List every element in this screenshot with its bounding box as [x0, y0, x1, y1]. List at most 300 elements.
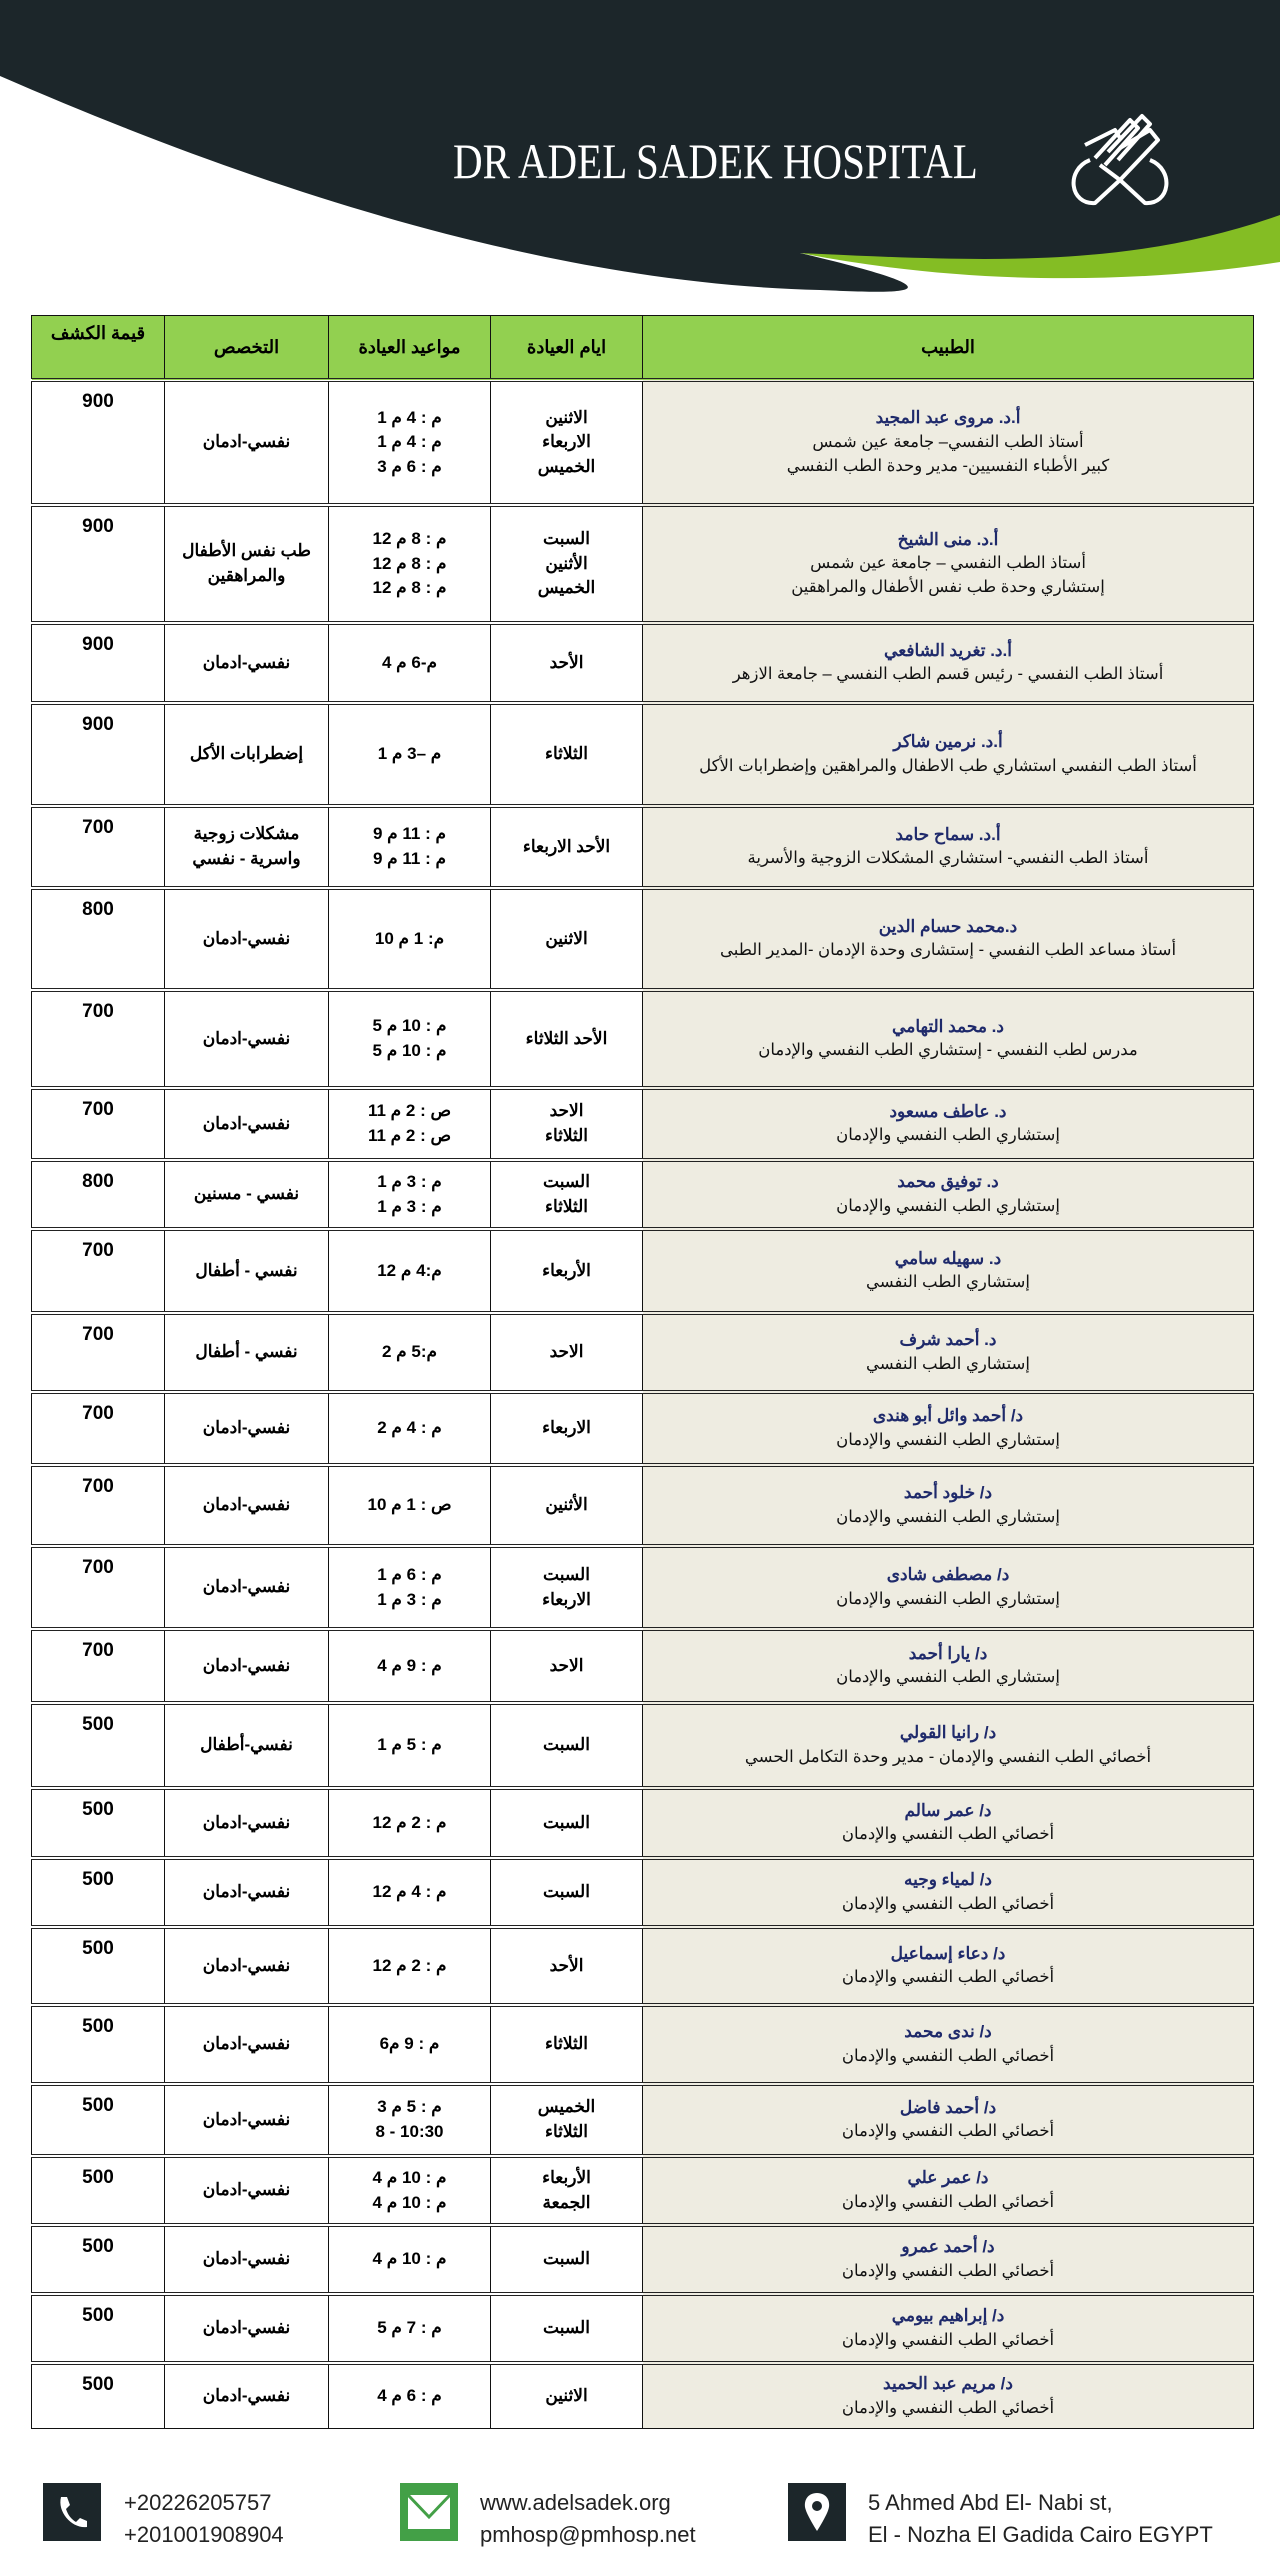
price-value: 700	[82, 1324, 114, 1345]
time-slot: 12 م : 8 م	[372, 578, 447, 598]
doctor-name: د/ مريم عبد الحميد	[883, 2373, 1013, 2393]
specialty-text: نفسي-ادمان	[202, 1028, 291, 1048]
price-value: 700	[82, 1240, 114, 1261]
price-value: 800	[82, 1171, 114, 1192]
time-slot: 11 ص : 2 م	[367, 1101, 452, 1121]
time-slot: 1 م : 5 م	[377, 1735, 442, 1755]
specialty-text: والمراهقين	[207, 566, 286, 585]
table-row	[32, 806, 1254, 888]
days-cell	[491, 623, 643, 703]
times-cell	[329, 1629, 491, 1703]
doctor-name: أ.د. نرمين شاكر	[893, 732, 1003, 752]
times-cell	[329, 2363, 491, 2428]
doctor-title: أخصائي الطب النفسي والإدمان	[841, 1825, 1055, 1844]
doctor-cell	[643, 2294, 1254, 2363]
days-cell	[491, 2363, 643, 2428]
doctor-cell	[643, 703, 1254, 806]
clinic-day: السبت	[543, 529, 590, 549]
times-cell	[329, 1546, 491, 1629]
specialty-text: نفسي-ادمان	[202, 2318, 291, 2338]
clinic-day: السبت	[543, 1735, 590, 1755]
days-cell	[491, 1088, 643, 1160]
specialty-cell	[165, 2084, 329, 2156]
location-pin-icon	[788, 2483, 846, 2541]
time-slot: 12 م : 8 م	[372, 553, 447, 573]
doctor-name: د/ رانيا القولي	[899, 1723, 997, 1743]
doctor-cell	[643, 1160, 1254, 1229]
specialty-cell	[165, 380, 329, 505]
time-slot: 12 م : 2 م	[372, 1812, 447, 1832]
specialty-cell	[165, 1465, 329, 1546]
doctor-name: د/ يارا أحمد	[908, 1643, 988, 1663]
time-slot: 4 م : 9 م	[377, 1655, 442, 1675]
time-slot: 1 م : 4 م	[377, 407, 442, 427]
header-times: مواعيد العيادة	[329, 316, 491, 381]
specialty-cell	[165, 1160, 329, 1229]
clinic-day: الجمعة	[542, 2192, 591, 2212]
price-cell	[32, 1788, 165, 1858]
specialty-text: نفسي-ادمان	[202, 2034, 291, 2054]
time-slot: 1 م : 3 م	[377, 1171, 442, 1191]
clinic-day: الخميس	[537, 2097, 596, 2117]
doctor-cell	[643, 990, 1254, 1088]
doctor-name: د.محمد حسام الدين	[878, 916, 1018, 936]
price-cell	[32, 1703, 165, 1788]
doctor-title: أستاذ الطب النفسي - رئيس قسم الطب النفسي – جامعة الازهر	[732, 665, 1164, 684]
doctor-cell	[643, 806, 1254, 888]
table-row	[32, 2225, 1254, 2294]
phone-icon	[43, 2483, 101, 2541]
price-cell	[32, 2225, 165, 2294]
time-slot: 12 م : 4 م	[372, 1882, 447, 1902]
specialty-text: نفسي-ادمان	[202, 1882, 291, 1902]
days-cell	[491, 2156, 643, 2225]
table-row	[32, 703, 1254, 806]
days-cell	[491, 380, 643, 505]
specialty-cell	[165, 1229, 329, 1313]
doctor-cell	[643, 2156, 1254, 2225]
times-cell	[329, 505, 491, 623]
times-cell	[329, 623, 491, 703]
price-value: 500	[82, 1714, 114, 1735]
time-slot: 3 م : 5 م	[377, 2097, 442, 2117]
doctor-title: أستاذ الطب النفسي– جامعة عين شمس	[812, 432, 1084, 451]
days-cell	[491, 1703, 643, 1788]
specialty-cell	[165, 2363, 329, 2428]
specialty-text: واسرية - نفسي	[192, 849, 301, 868]
price-value: 500	[82, 2095, 114, 2116]
days-cell	[491, 2084, 643, 2156]
clinic-day: الاثنين	[545, 407, 588, 427]
times-cell	[329, 888, 491, 990]
specialty-text: نفسي-ادمان	[202, 2180, 291, 2200]
price-cell	[32, 1546, 165, 1629]
clinic-day: الاربعاء	[542, 1589, 591, 1609]
doctor-title: أخصائي الطب النفسي والإدمان	[841, 2261, 1055, 2280]
header-days: ايام العيادة	[491, 316, 643, 381]
days-cell	[491, 505, 643, 623]
clinic-day: الأثنين	[545, 1495, 588, 1515]
table-row	[32, 1858, 1254, 1927]
table-header-row	[32, 316, 1254, 381]
table-row	[32, 505, 1254, 623]
specialty-text: نفسي-ادمان	[202, 1955, 291, 1975]
table-row	[32, 623, 1254, 703]
time-slot: 1 م : 3 م	[377, 1589, 442, 1609]
doctor-cell	[643, 2084, 1254, 2156]
time-slot: 2 م:5 م	[381, 1342, 438, 1362]
email-link[interactable]: pmhosp@pmhosp.net	[480, 2522, 696, 2547]
time-slot: 12 م:4 م	[377, 1260, 442, 1280]
time-slot: 5 م : 7 م	[377, 2318, 442, 2338]
price-value: 700	[82, 1403, 114, 1424]
days-cell	[491, 1927, 643, 2005]
time-slot: 11 ص : 2 م	[367, 1126, 452, 1145]
doctor-name: د. محمد التهامي	[892, 1016, 1004, 1036]
times-cell	[329, 1313, 491, 1392]
table-row	[32, 1629, 1254, 1703]
times-cell	[329, 806, 491, 888]
price-value: 500	[82, 2305, 114, 2326]
doctor-title: أستاذ الطب النفسي – جامعة عين شمس	[810, 554, 1086, 573]
doctor-cell	[643, 1229, 1254, 1313]
specialty-text: نفسي - أطفال	[195, 1260, 298, 1280]
times-cell	[329, 1392, 491, 1465]
days-cell	[491, 990, 643, 1088]
specialty-cell	[165, 990, 329, 1088]
price-cell	[32, 1229, 165, 1313]
address-line-1: 5 Ahmed Abd El- Nabi st,	[868, 2490, 1113, 2515]
specialty-cell	[165, 2225, 329, 2294]
specialty-text: نفسي-ادمان	[202, 1577, 291, 1597]
doctor-name: د/ إبراهيم بيومي	[891, 2306, 1005, 2326]
price-cell	[32, 1088, 165, 1160]
price-cell	[32, 2363, 165, 2428]
clinic-day: الخميس	[537, 456, 596, 476]
doctor-cell	[643, 1858, 1254, 1927]
clinic-day: الثلاثاء	[544, 2034, 589, 2054]
clinic-day: الاربعاء	[542, 432, 591, 452]
price-value: 700	[82, 1476, 114, 1497]
price-cell	[32, 703, 165, 806]
clinic-day: الاحد	[549, 1342, 584, 1362]
price-value: 700	[82, 1557, 114, 1578]
doctor-name: د/ أحمد عمرو	[901, 2237, 995, 2257]
specialty-text: نفسي-ادمان	[202, 1113, 291, 1133]
clinic-day: السبت	[543, 2249, 590, 2269]
price-cell	[32, 1465, 165, 1546]
doctor-title: إستشاري الطب النفسي والإدمان	[836, 1507, 1060, 1526]
price-cell	[32, 1160, 165, 1229]
doctor-title: أخصائي الطب النفسي والإدمان	[841, 1894, 1055, 1913]
price-value: 500	[82, 1799, 114, 1820]
doctor-name: د/ مصطفى شادى	[886, 1565, 1010, 1585]
days-cell	[491, 1546, 643, 1629]
clinic-day: السبت	[543, 1564, 590, 1584]
time-slot: 4 م : 10 م	[372, 2249, 447, 2269]
table-row	[32, 1392, 1254, 1465]
time-slot: 4 م : 10 م	[372, 2192, 447, 2212]
time-slot: 1 م : 4 م	[377, 432, 442, 452]
table-row	[32, 2294, 1254, 2363]
table-row	[32, 2005, 1254, 2084]
doctor-title: أخصائي الطب النفسي والإدمان	[841, 2330, 1055, 2349]
clinic-day: الأربعاء	[542, 1260, 591, 1280]
price-value: 500	[82, 1938, 114, 1959]
doctor-cell	[643, 1629, 1254, 1703]
doctor-cell	[643, 1788, 1254, 1858]
doctor-title: إستشاري الطب النفسي	[866, 1273, 1030, 1292]
price-cell	[32, 888, 165, 990]
times-cell	[329, 2294, 491, 2363]
price-cell	[32, 2005, 165, 2084]
doctor-name: د/ لمياء وجيه	[903, 1870, 992, 1890]
price-value: 900	[82, 391, 114, 412]
table-row	[32, 1229, 1254, 1313]
price-cell	[32, 1313, 165, 1392]
doctor-cell	[643, 888, 1254, 990]
specialty-text: مشكلات زوجية	[193, 824, 300, 844]
times-cell	[329, 1229, 491, 1313]
email-icon	[400, 2483, 458, 2541]
table-row	[32, 1160, 1254, 1229]
website-link[interactable]: www.adelsadek.org	[480, 2490, 671, 2515]
doctor-name: د/ ندى محمد	[904, 2022, 992, 2042]
specialty-text: نفسي-ادمان	[202, 2109, 291, 2129]
price-value: 700	[82, 817, 114, 838]
times-cell	[329, 1088, 491, 1160]
clinic-day: الأربعاء	[542, 2167, 591, 2187]
doctor-name: أ.د. تغريد الشافعي	[884, 640, 1012, 660]
doctor-cell	[643, 2363, 1254, 2428]
doctor-title: أخصائي الطب النفسي والإدمان	[841, 1968, 1055, 1987]
price-cell	[32, 380, 165, 505]
time-slot: 1 م : 3 م	[377, 1196, 442, 1216]
doctor-title: أخصائي الطب النفسي والإدمان - مدير وحدة التكامل الحسي	[744, 1747, 1152, 1766]
specialty-text: نفسي-ادمان	[202, 1655, 291, 1675]
days-cell	[491, 1629, 643, 1703]
doctor-name: د. توفيق محمد	[897, 1172, 999, 1192]
times-cell	[329, 1858, 491, 1927]
doctor-title: أخصائي الطب النفسي والإدمان	[841, 2192, 1055, 2211]
days-cell	[491, 1465, 643, 1546]
doctor-name: أ.د. سماح حامد	[895, 824, 1001, 844]
time-slot: 1 م –3 م	[377, 744, 442, 764]
days-cell	[491, 1229, 643, 1313]
clinic-day: الاثنين	[545, 2385, 588, 2405]
clinic-day: السبت	[543, 2318, 590, 2338]
specialty-cell	[165, 2005, 329, 2084]
specialty-text: نفسي - مسنين	[193, 1184, 300, 1204]
time-slot: 5 م : 10 م	[372, 1041, 447, 1060]
specialty-text: نفسي-ادمان	[202, 1812, 291, 1832]
doctor-title: إستشاري الطب النفسي والإدمان	[836, 1589, 1060, 1608]
doctor-cell	[643, 1703, 1254, 1788]
doctor-name: د. عاطف مسعود	[889, 1101, 1007, 1121]
price-cell	[32, 2294, 165, 2363]
table-row	[32, 1088, 1254, 1160]
doctor-title: أستاذ الطب النفسي- استشاري المشكلات الزوجية والأسرية	[747, 849, 1149, 868]
doctor-name: د/ عمر علي	[907, 2168, 989, 2188]
price-cell	[32, 505, 165, 623]
clinic-day: السبت	[543, 1171, 590, 1191]
price-value: 900	[82, 516, 114, 537]
clinic-day: الثلاثاء	[544, 2122, 589, 2141]
days-cell	[491, 2294, 643, 2363]
time-slot: 10 م: 1 م	[374, 928, 445, 948]
clinic-day: الأحد الاربعاء	[522, 836, 611, 856]
specialty-cell	[165, 1927, 329, 2005]
price-value: 700	[82, 1001, 114, 1022]
header-price: قيمة الكشف	[32, 316, 165, 381]
time-slot: 10 ص : 1 م	[367, 1495, 452, 1515]
doctor-name: أ.د. مروى عبد المجيد	[875, 408, 1021, 428]
price-value: 700	[82, 1099, 114, 1120]
phone-number-1[interactable]: +20226205757	[124, 2490, 272, 2515]
price-cell	[32, 806, 165, 888]
clinic-day: الثلاثاء	[544, 1126, 589, 1145]
price-value: 500	[82, 2374, 114, 2395]
doctor-title: كبير الأطباء النفسيين- مدير وحدة الطب النفسي	[786, 456, 1110, 475]
clinic-day: الأحد	[549, 652, 584, 672]
time-slot: 9 م : 11 م	[372, 824, 447, 844]
specialty-text: نفسي-ادمان	[202, 2385, 291, 2405]
hospital-title: DR ADEL SADEK HOSPITAL	[453, 133, 978, 189]
table-row	[32, 888, 1254, 990]
times-cell	[329, 1788, 491, 1858]
price-cell	[32, 1392, 165, 1465]
price-value: 500	[82, 1869, 114, 1890]
address-line-2: El - Nozha El Gadida Cairo EGYPT	[868, 2522, 1213, 2547]
time-slot: 1 م : 6 م	[377, 1564, 442, 1584]
specialty-cell	[165, 888, 329, 990]
time-slot: 12 م : 8 م	[372, 529, 447, 549]
table-row	[32, 2363, 1254, 2428]
days-cell	[491, 1788, 643, 1858]
days-cell	[491, 1858, 643, 1927]
times-cell	[329, 990, 491, 1088]
doctor-title: إستشاري الطب النفسي والإدمان	[836, 1126, 1060, 1145]
specialty-cell	[165, 1858, 329, 1927]
clinic-day: السبت	[543, 1812, 590, 1832]
clinic-day: الاحد	[549, 1655, 584, 1675]
days-cell	[491, 2225, 643, 2294]
doctor-cell	[643, 380, 1254, 505]
doctor-title: مدرس لطب النفسي - إستشاري الطب النفسي والإدمان	[758, 1041, 1138, 1060]
doctor-title: أخصائي الطب النفسي والإدمان	[841, 2122, 1055, 2141]
specialty-cell	[165, 806, 329, 888]
specialty-text: نفسي-ادمان	[202, 2249, 291, 2269]
specialty-cell	[165, 505, 329, 623]
table-row	[32, 1788, 1254, 1858]
doctor-name: د. سهيله سامي	[894, 1248, 1002, 1268]
price-cell	[32, 2084, 165, 2156]
doctor-name: د/ أحمد وائل أبو هندى	[872, 1406, 1024, 1426]
doctor-title: أخصائي الطب النفسي والإدمان	[841, 2046, 1055, 2065]
doctor-title: إستشاري الطب النفسي والإدمان	[836, 1196, 1060, 1215]
price-value: 900	[82, 634, 114, 655]
specialty-cell	[165, 1088, 329, 1160]
doctor-cell	[643, 1465, 1254, 1546]
clinic-day: الثلاثاء	[544, 1196, 589, 1216]
price-value: 900	[82, 714, 114, 735]
helping-hands-logo-icon	[1060, 100, 1180, 210]
doctor-cell	[643, 623, 1254, 703]
table-row	[32, 1546, 1254, 1629]
doctor-name: د/ عمر سالم	[904, 1800, 992, 1820]
table-row	[32, 2156, 1254, 2225]
price-value: 700	[82, 1640, 114, 1661]
times-cell	[329, 2084, 491, 2156]
days-cell	[491, 2005, 643, 2084]
doctor-cell	[643, 1546, 1254, 1629]
doctor-title: إستشاري الطب النفسي والإدمان	[836, 1668, 1060, 1687]
clinic-day: الاربعاء	[542, 1418, 591, 1438]
times-cell	[329, 2156, 491, 2225]
specialty-text: نفسي - أطفال	[195, 1342, 298, 1362]
table-row	[32, 2084, 1254, 2156]
doctor-name: أ.د. منى الشيخ	[897, 529, 999, 549]
clinic-day: السبت	[543, 1882, 590, 1902]
time-slot: 12 م : 2 م	[372, 1955, 447, 1975]
table-row	[32, 380, 1254, 505]
times-cell	[329, 1703, 491, 1788]
days-cell	[491, 1160, 643, 1229]
time-slot: 5 م : 10 م	[372, 1016, 447, 1036]
time-slot: 6م : 9 م	[379, 2034, 440, 2054]
times-cell	[329, 703, 491, 806]
specialty-cell	[165, 703, 329, 806]
table-row	[32, 1703, 1254, 1788]
doctor-title: أستاذ مساعد الطب النفسي - إستشارى وحدة الإدمان -المدير الطبى	[719, 941, 1177, 960]
clinic-day: الأحد	[549, 1955, 584, 1975]
doctor-cell	[643, 1927, 1254, 2005]
price-value: 800	[82, 899, 114, 920]
table-row	[32, 990, 1254, 1088]
doctor-title: أخصائي الطب النفسي والإدمان	[841, 2398, 1055, 2417]
specialty-cell	[165, 1629, 329, 1703]
doctor-cell	[643, 1392, 1254, 1465]
doctor-cell	[643, 505, 1254, 623]
days-cell	[491, 1313, 643, 1392]
clinic-day: الخميس	[537, 578, 596, 598]
header-specialty: التخصص	[165, 316, 329, 381]
price-cell	[32, 990, 165, 1088]
specialty-text: إضطرابات الأكل	[189, 744, 304, 764]
specialty-text: نفسي-ادمان	[202, 928, 291, 948]
time-slot: 4 م-6 م	[381, 652, 438, 672]
times-cell	[329, 2225, 491, 2294]
price-value: 500	[82, 2167, 114, 2188]
table-row	[32, 1465, 1254, 1546]
specialty-text: نفسي-ادمان	[202, 1418, 291, 1438]
doctor-name: د/ أحمد فاضل	[899, 2097, 997, 2117]
time-slot: 8 - 10:30	[375, 2122, 444, 2141]
specialty-cell	[165, 2294, 329, 2363]
time-slot: 4 م : 10 م	[372, 2167, 447, 2187]
clinic-day: الأحد الثلاثاء	[525, 1028, 608, 1048]
doctor-title: إستشاري الطب النفسي والإدمان	[836, 1430, 1060, 1449]
times-cell	[329, 1465, 491, 1546]
table-row	[32, 1313, 1254, 1392]
phone-number-2[interactable]: +201001908904	[124, 2522, 284, 2547]
price-value: 500	[82, 2016, 114, 2037]
days-cell	[491, 888, 643, 990]
time-slot: 2 م : 4 م	[377, 1418, 442, 1438]
specialty-cell	[165, 1703, 329, 1788]
specialty-text: طب نفس الأطفال	[182, 541, 311, 561]
times-cell	[329, 2005, 491, 2084]
